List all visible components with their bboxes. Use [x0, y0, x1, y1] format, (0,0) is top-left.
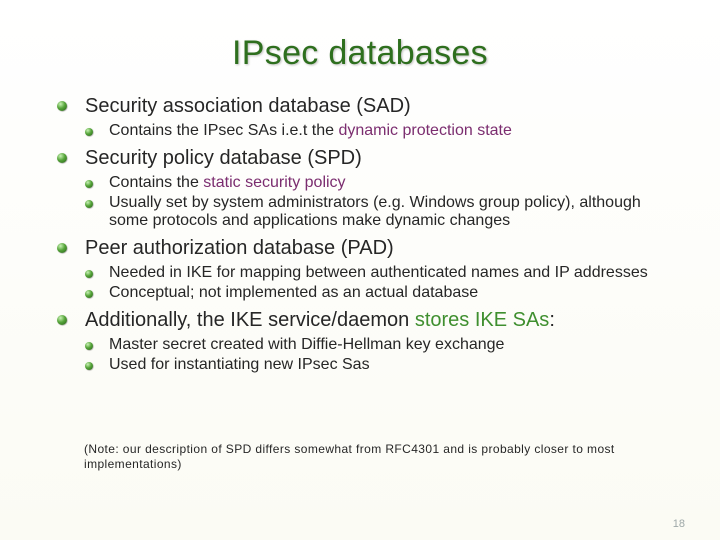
- sub-bullet-text: Conceptual; not implemented as an actual database: [109, 284, 479, 301]
- page-number: 18: [672, 518, 685, 530]
- bullet-spd: [55, 146, 675, 170]
- bullet-dot-icon: [85, 128, 93, 136]
- footnote: (Note: our description of SPD differs somewhat from RFC4301 and is probably closer to most implementations): [84, 442, 615, 471]
- bullet-heading-suffix: :: [549, 309, 555, 331]
- sub-list-sad: [55, 122, 675, 140]
- bullet-ike: [55, 308, 675, 332]
- bullet-pad: [55, 236, 675, 260]
- bullet-dot-icon: [57, 101, 67, 111]
- sub-list-spd: [55, 174, 675, 230]
- bullet-dot-icon: [85, 270, 93, 278]
- bullet-dot-icon: [85, 200, 93, 208]
- bullet-sad: [55, 94, 675, 118]
- bullet-heading: Security policy database (SPD): [85, 147, 362, 169]
- sub-bullet: [55, 194, 675, 230]
- sub-bullet-text: Contains the: [109, 174, 204, 191]
- slide-title: IPsec databases: [232, 34, 488, 72]
- bullet-dot-icon: [85, 362, 93, 370]
- bullet-dot-icon: [57, 243, 67, 253]
- sub-bullet-text: Contains the IPsec SAs i.e.t the: [109, 122, 339, 139]
- bullet-heading: Additionally, the IKE service/daemon: [85, 309, 415, 331]
- sub-bullet-text: Usually set by system administrators (e.g. Windows group policy), although some protocols and applications make dynamic changes: [109, 194, 641, 229]
- sub-bullet-text: Needed in IKE for mapping between authenticated names and IP addresses: [109, 264, 648, 281]
- sub-bullet: [55, 174, 675, 192]
- sub-bullet-text: Master secret created with Diffie-Hellman key exchange: [109, 336, 505, 353]
- sub-bullet: [55, 284, 675, 302]
- bullet-dot-icon: [85, 290, 93, 298]
- bullet-heading: Security association database (SAD): [85, 95, 411, 117]
- sub-bullet: [55, 264, 675, 282]
- sub-bullet-text: Used for instantiating new IPsec Sas: [109, 356, 370, 373]
- sub-list-pad: [55, 264, 675, 302]
- bullet-list: [55, 94, 675, 380]
- highlighted-term: dynamic protection state: [338, 122, 512, 139]
- sub-list-ike: [55, 336, 675, 374]
- bullet-dot-icon: [57, 153, 67, 163]
- bullet-dot-icon: [57, 315, 67, 325]
- bullet-heading: Peer authorization database (PAD): [85, 237, 394, 259]
- bullet-dot-icon: [85, 180, 93, 188]
- highlighted-term: static security policy: [203, 174, 346, 191]
- sub-bullet: [55, 122, 675, 140]
- bullet-dot-icon: [85, 342, 93, 350]
- sub-bullet: [55, 336, 675, 354]
- sub-bullet: [55, 356, 675, 374]
- highlighted-term: stores IKE SAs: [414, 309, 550, 331]
